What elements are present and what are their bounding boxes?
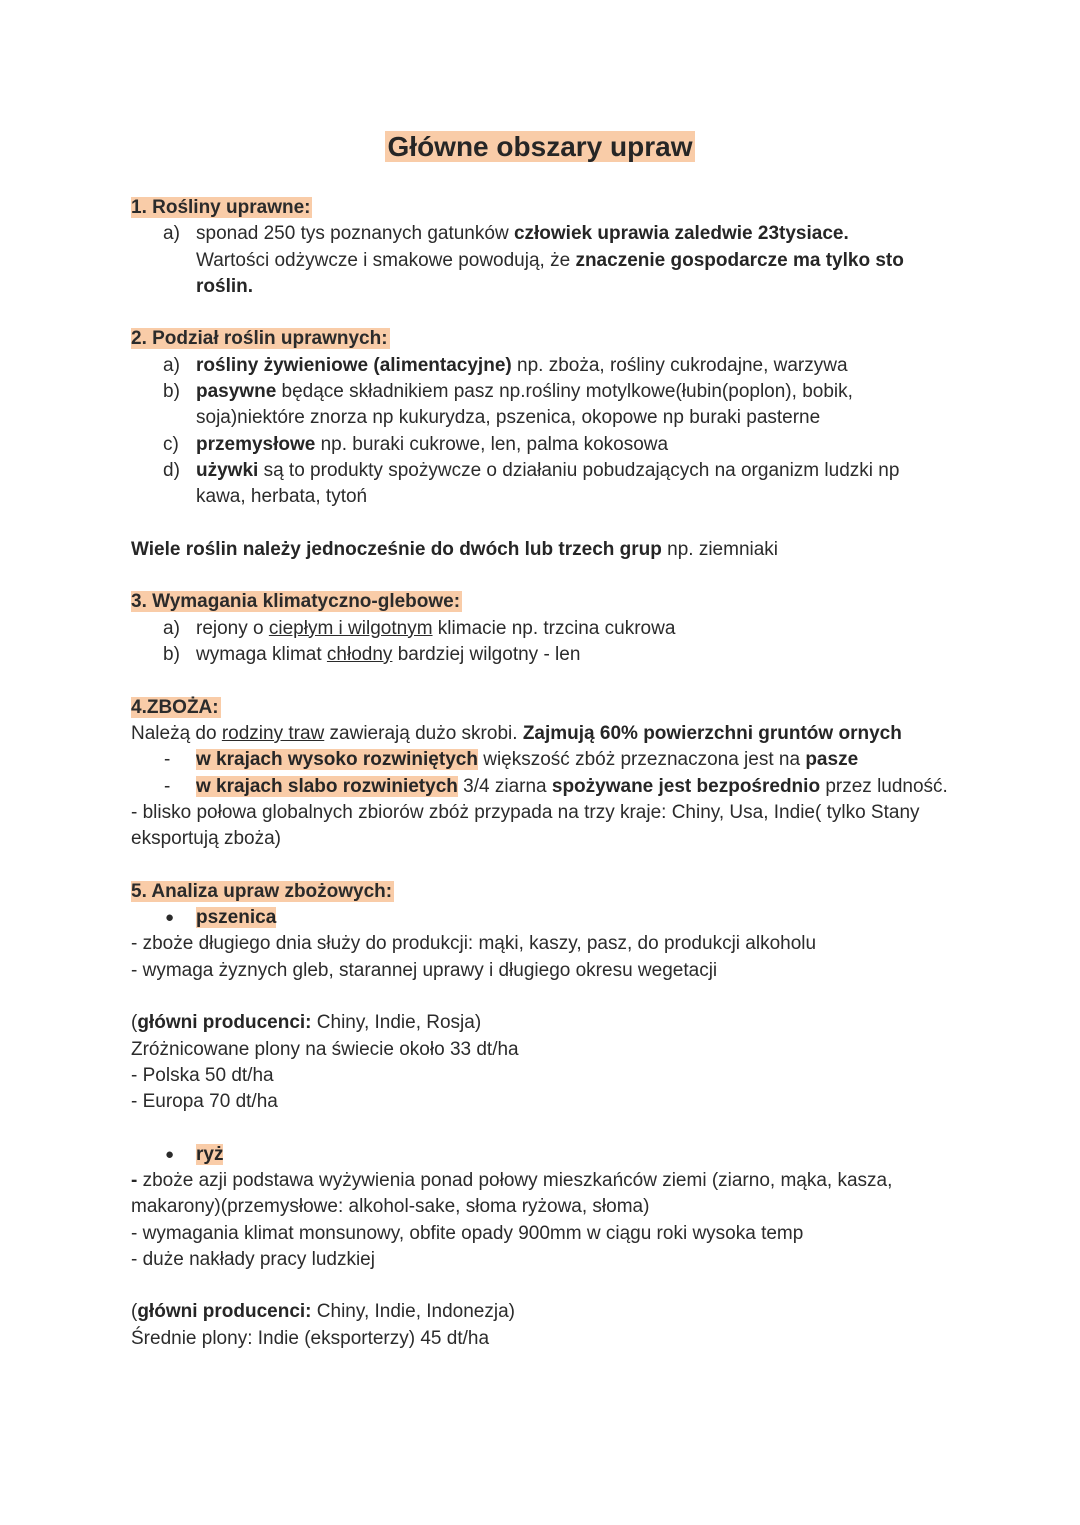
s2-note: Wiele roślin należy jednocześnie do dwóch lub trzech grup np. ziemniaki (131, 538, 779, 560)
rice-line-2: - wymagania klimat monsunowy, obfite opady 900mm w ciągu roki wysoka temp (131, 1222, 804, 1244)
rice-bullet-item: ● ryż (131, 1142, 951, 1168)
s4-dash-item-2: - w krajach slabo rozwinietych 3/4 ziarna spożywane jest bezpośrednio przez ludność. (131, 774, 951, 800)
document-content (131, 195, 951, 1352)
s1-item-a: a) sponad 250 tys poznanych gatunków człowiek uprawia zaledwie 23tysiace. Wartości odżywcze i smakowe powodują, że znaczenie gospodarcze ma tylko sto roślin. (163, 223, 904, 297)
bullet-icon: ● (165, 1145, 175, 1163)
list-marker: a) (163, 223, 180, 245)
bullet-icon: ● (165, 909, 175, 927)
wheat-bullet-item: ● pszenica (131, 905, 951, 931)
list-marker: - (164, 775, 171, 797)
list-marker: b) (163, 381, 180, 403)
list-marker: d) (163, 459, 180, 481)
s3-item-b: b) wymaga klimat chłodny bardziej wilgotny - len (131, 642, 951, 668)
s4-line: - blisko połowa globalnych zbiorów zbóż przypada na trzy kraje: Chiny, Usa, Indie( tylko Stany eksportują zboża) (131, 801, 920, 850)
s2-item-a: a) rośliny żywieniowe (alimentacyjne) np. zboża, rośliny cukrodajne, warzywa (131, 353, 951, 379)
section-5-heading: 5. Analiza upraw zbożowych: (131, 880, 393, 902)
wheat-line-1: - zboże długiego dnia służy do produkcji: mąki, kaszy, pasz, do produkcji alkoholu (131, 933, 817, 955)
s2-item-b: b) pasywne będące składnikiem pasz np.rośliny motylkowe(łubin(poplon), bobik, soja)niektóre znorza np kukurydza, pszenica, okopowe np buraki pasterne (163, 381, 853, 429)
wheat-producers: (główni producenci: Chiny, Indie, Rosja) (131, 1012, 482, 1034)
wheat-line-4: - Polska 50 dt/ha (131, 1064, 274, 1086)
s2-item-c: c) przemysłowe np. buraki cukrowe, len, palma kokosowa (131, 432, 951, 458)
section-1-heading: 1. Rośliny uprawne: (131, 197, 311, 218)
list-marker: a) (163, 617, 180, 639)
list-marker: c) (163, 433, 179, 455)
rice-line-1: - zboże azji podstawa wyżywienia ponad połowy mieszkańców ziemi (ziarno, mąka, kasza, makarony)(przemysłowe: alkohol-sake, słoma ryżowa, słoma) (131, 1169, 893, 1218)
section-4-heading: 4.ZBOŻA: (131, 696, 219, 718)
section-2-heading: 2. Podział roślin uprawnych: (131, 328, 388, 350)
list-marker: - (164, 749, 171, 771)
rice-line-3: - duże nakłady pracy ludzkiej (131, 1248, 375, 1270)
page-title (0, 128, 1080, 166)
wheat-line-2: - wymaga żyznych gleb, starannej uprawy i długiego okresu wegetacji (131, 959, 718, 981)
page-title-text: Główne obszary upraw (385, 131, 696, 162)
wheat-line-3: Zróżnicowane plony na świecie około 33 dt/ha (131, 1038, 519, 1060)
s4-paragraph: Należą do rodziny traw zawierają dużo skrobi. Zajmują 60% powierzchni gruntów ornych (131, 722, 902, 744)
rice-line-4: Średnie plony: Indie (eksporterzy) 45 dt/ha (131, 1327, 490, 1349)
s4-dash-item-1: - w krajach wysoko rozwiniętych większość zbóż przeznaczona jest na pasze (131, 747, 951, 773)
section-3-heading: 3. Wymagania klimatyczno-glebowe: (131, 591, 461, 613)
list-marker: a) (163, 354, 180, 376)
rice-producers: (główni producenci: Chiny, Indie, Indonezja) (131, 1301, 515, 1323)
list-marker: b) (163, 644, 180, 666)
s3-item-a: a) rejony o ciepłym i wilgotnym klimacie np. trzcina cukrowa (131, 616, 951, 642)
wheat-line-5: - Europa 70 dt/ha (131, 1091, 278, 1113)
s2-item-d: d) używki są to produkty spożywcze o działaniu pobudzających na organizm ludzki np kawa, herbata, tytoń (163, 459, 900, 508)
